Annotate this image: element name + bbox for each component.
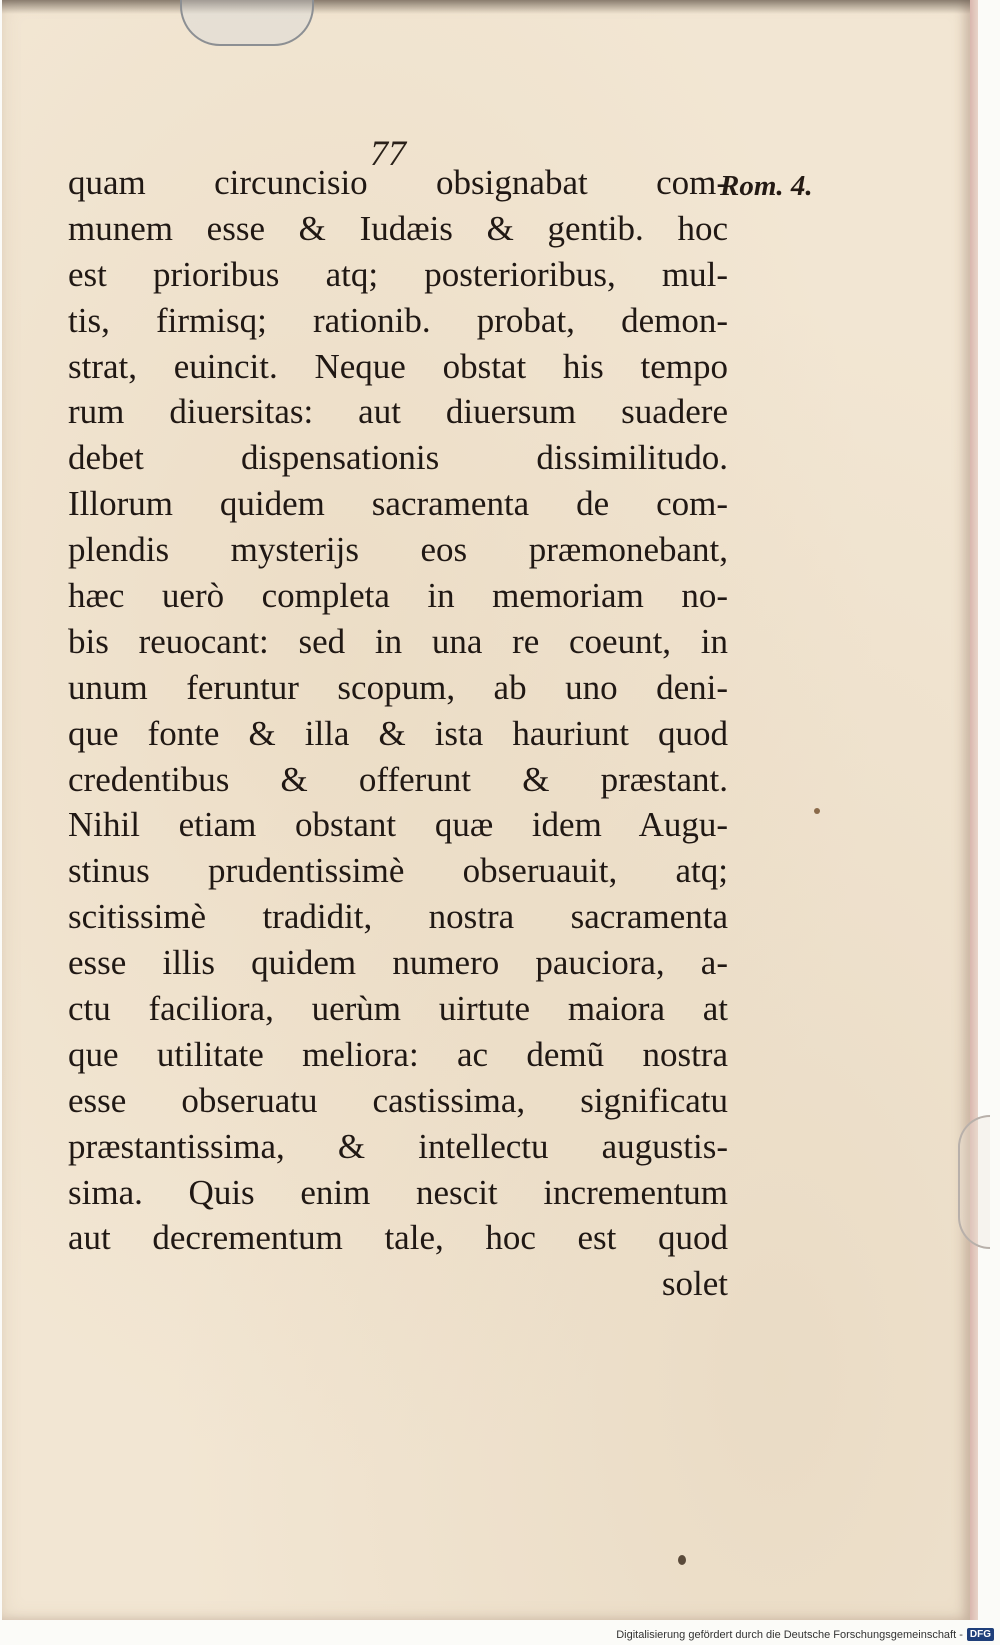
page-number: 77 [370,133,406,173]
text-line: que utilitate meliora: ac demũ nostra [68,1034,728,1074]
text-line: tis, firmisq; rationib. probat, demon- [68,300,728,340]
text-line: plendis mysterijs eos præmonebant, [68,530,728,570]
ink-spot [814,808,820,814]
text-line: est prioribus atq; posterioribus, mul- [68,254,728,294]
text-line: aut decrementum tale, hoc est quod [68,1218,728,1258]
text-line: ctu faciliora, uerùm uirtute maiora at [68,989,728,1029]
page-clip [958,1115,990,1249]
text-line: munem esse & Iudæis & gentib. hoc [68,208,728,248]
text-line: Illorum quidem sacramenta de com- [68,484,728,524]
page-edge [970,0,978,1620]
page-top-shadow [2,0,970,14]
text-line: unum feruntur scopum, ab uno deni- [68,667,728,707]
footer-credit: Digitalisierung gefördert durch die Deutsche Forschungsgemeinschaft - [616,1628,963,1641]
text-line: debet dispensationis dissimilitudo. [68,438,728,478]
text-line: stinus prudentissimè obseruauit, atq; [68,851,728,891]
text-line: esse obseruatu castissima, significatu [68,1080,728,1120]
catchword: solet [661,1264,728,1304]
text-line: Nihil etiam obstant quæ idem Augu- [68,805,728,845]
text-line: scitissimè tradidit, nostra sacramenta [68,897,728,937]
text-line: hæc uerò completa in memoriam no- [68,576,728,616]
text-line: que fonte & illa & ista hauriunt quod [68,713,728,753]
text-line: esse illis quidem numero pauciora, a- [68,943,728,983]
text-line: rum diuersitas: aut diuersum suadere [68,392,728,432]
text-line: sima. Quis enim nescit incrementum [68,1172,728,1212]
text-line: strat, euincit. Neque obstat his tempo [68,346,728,386]
text-line: præstantissima, & intellectu augustis- [68,1126,728,1166]
body-text [68,160,728,1307]
text-line: bis reuocant: sed in una re coeunt, in [68,621,728,661]
digitization-footer [616,1628,994,1641]
text-line: quam circuncisio obsignabat com- [68,163,728,202]
text-line: credentibus & offerunt & præstant. [68,759,728,799]
margin-note: Rom. 4. [720,170,813,202]
dfg-logo-icon: DFG [967,1628,994,1641]
page-tab-marker [180,0,314,46]
ink-spot [678,1555,686,1565]
book-page [2,0,972,1620]
